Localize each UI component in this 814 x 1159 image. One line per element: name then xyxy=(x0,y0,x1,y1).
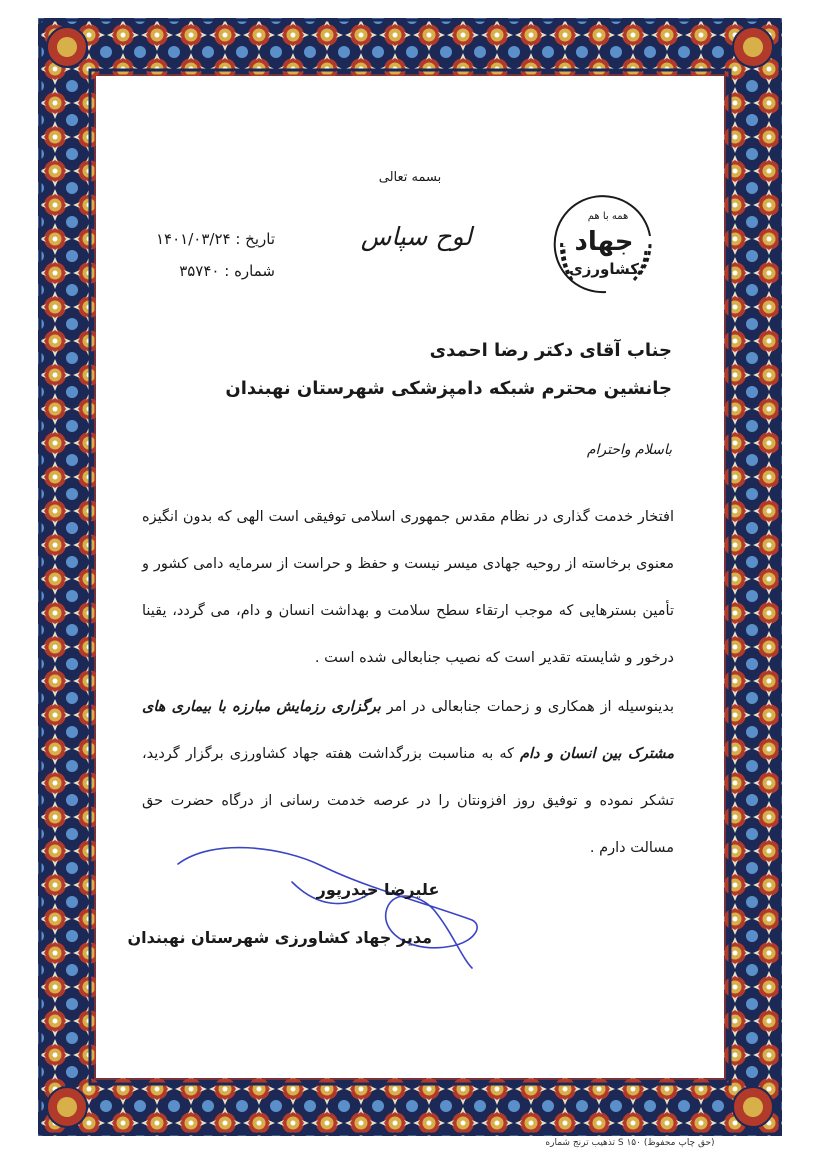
bismillah: بسمه تعالی xyxy=(378,170,442,185)
body-paragraph-2-start: بدینوسیله از همکاری و زحمات جنابعالی در امر xyxy=(380,699,674,715)
body-paragraph-2-end: که به مناسبت بزرگداشت هفته جهاد کشاورزی برگزار گردید، تشکر نموده و توفیق روز افزونتان را در عرصه خدمت رسانی از درگاه حضرت حق مسالت دارم . xyxy=(142,746,674,856)
greeting: باسلام واحترام xyxy=(586,442,672,458)
body-paragraph-1: افتخار خدمت گذاری در نظام مقدس جمهوری اسلامی توفیقی است الهی که بدون انگیزه معنوی برخاسته از روحیه جهادی میسر نیست و حفظ و حراست از سرمایه دامی کشور و تأمین بسترهایی که موجب ارتقاء سطح سلامت و بهداشت انسان و دام، می گردد، یقینا درخور و شایسته تقدیر است که نصیب جنابعالی شده است . xyxy=(142,509,674,666)
logo-main-text: جهاد xyxy=(574,227,634,257)
date-label: تاریخ : ۱۴۰۱/۰۳/۲۴ xyxy=(156,230,275,248)
signatory-name: علیرضا حیدرپور xyxy=(316,880,440,899)
body-paragraph-2-emphasis: برگزاری رزمایش مبارزه با بیماری های مشترک بین انسان و دام xyxy=(142,699,674,762)
jahad-keshavarzi-logo xyxy=(546,188,666,304)
handwritten-signature xyxy=(127,842,492,972)
recipient-title: جانشین محترم شبکه دامپزشکی شهرستان نهبندان xyxy=(225,378,672,399)
recipient-name: جناب آقای دکتر رضا احمدی xyxy=(429,340,672,361)
logo-top-text: همه با هم xyxy=(587,211,629,222)
logo-bottom-text: کشاورزی xyxy=(569,260,639,278)
page-title: لوح سپاس xyxy=(360,222,472,251)
print-footer: (حق چاپ محفوظ) S ۱۵۰ تذهیب ترنج شماره xyxy=(545,1138,715,1148)
number-label: شماره : ۳۵۷۴۰ xyxy=(179,262,275,280)
signatory-title: مدیر جهاد کشاورزی شهرستان نهبندان xyxy=(127,928,432,947)
